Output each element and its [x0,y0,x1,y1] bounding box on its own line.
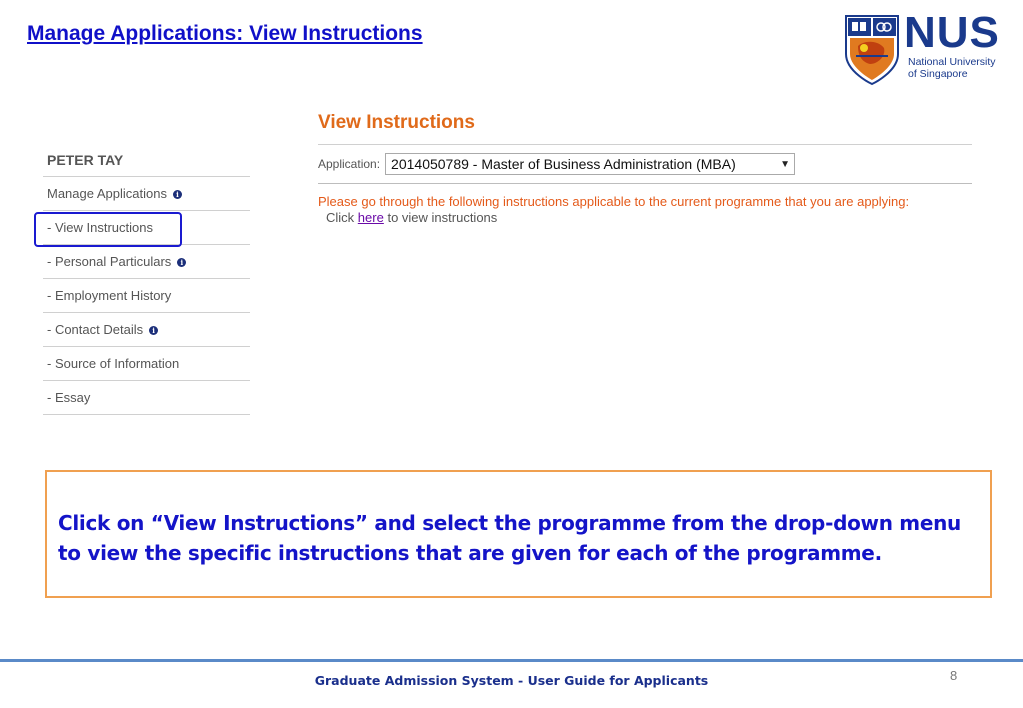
sidebar-item-employment-history[interactable] [43,279,250,313]
footer-text: Graduate Admission System - User Guide for Applicants [314,673,709,688]
click-prefix: Click [326,210,355,225]
main-panel [318,112,972,226]
sidebar-item-contact-details[interactable] [43,313,250,347]
callout-box [45,470,992,598]
sidebar [43,146,250,415]
application-label: Application: [318,157,381,171]
sidebar-item-personal-particulars[interactable] [43,245,250,279]
info-icon[interactable]: i [177,258,186,267]
highlight-box [34,212,182,247]
sidebar-item-label: - Employment History [47,288,172,303]
sidebar-item-label: - View Instructions [47,220,153,235]
page-title: View Instructions [318,112,972,145]
sidebar-item-label: - Personal Particulars [47,254,172,269]
logo-subtitle [908,56,996,80]
application-row [318,145,972,184]
nus-logo [842,8,1012,86]
here-link[interactable]: here [357,210,384,225]
sidebar-item-label: - Contact Details [47,322,144,337]
slide-title: Manage Applications: View Instructions [27,22,423,45]
sidebar-item-label: - Essay [47,390,91,405]
application-select[interactable] [385,153,795,175]
callout-text: Click on “View Instructions” and select the programme from the drop-down menu to view the specific instructions that are given for each of the programme. [58,511,961,565]
info-icon[interactable]: i [149,326,158,335]
sidebar-item-label: - Source of Information [47,356,180,371]
logo-line-2: of Singapore [908,68,968,80]
page-number: 8 [950,668,958,683]
logo-line-1: National University [908,56,996,68]
sidebar-item-manage-applications[interactable] [43,177,250,211]
sidebar-item-source-of-information[interactable] [43,347,250,381]
nus-crest-icon [842,12,902,86]
sidebar-item-essay[interactable] [43,381,250,415]
application-select-value: 2014050789 - Master of Business Administration (MBA) [391,156,736,172]
logo-acronym: NUS [904,8,1000,57]
sidebar-user-name: PETER TAY [43,146,250,177]
footer-divider [0,659,1023,662]
info-icon[interactable]: i [173,190,182,199]
instructions-notice: Please go through the following instructions applicable to the current programme that you are applying: [318,194,910,209]
sidebar-item-label: Manage Applications [47,186,167,201]
click-suffix: to view instructions [387,210,498,225]
chevron-down-icon[interactable]: ▼ [780,158,791,170]
view-instructions-line [318,210,972,226]
